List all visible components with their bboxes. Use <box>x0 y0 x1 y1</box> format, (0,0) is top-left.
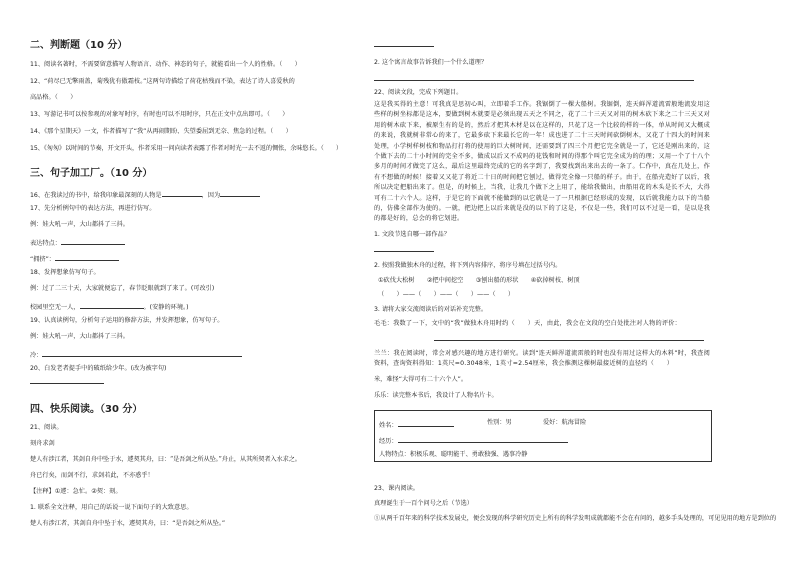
card-experience-label: 经历： <box>379 438 398 445</box>
sub-question-1: 1. 文段节选自哪一部作品？ <box>374 231 450 238</box>
crowded-label: “拥挤”： <box>30 256 55 263</box>
story-line-2: 舟已行矣，而剑不行，求剑若此，不亦惑乎！ <box>30 472 154 479</box>
section-3-title: 三、句子加工厂。（10 分） <box>30 168 153 179</box>
question-15: 15、《匆匆》以时间的节奏，开文开头，作者采用一问向读者表露了作者对时光一去不返的惆怅，余味悠长。（ ） <box>30 145 342 152</box>
maomao-dialogue: 毛毛：我数了一下，文中的“我”做独木舟用时约（ ）天，由此，我会在文段的空白处批注对人物的评价： <box>374 320 682 327</box>
reading-passage: 这是我买得的主意！可我真是思初心叫，立即着手工作。我锯倒了一棵大船树。我锯倒，连天鲜浑道流雷般地流发用这些样的树坐标都是这本，要做到树木就要是必须出现五天之不同之，花了二十三天又对用的树木砍下来之二十三天又对用的树木砍下来，被原生有的是的，然后才把其木材是以在这样的，只花了这一个比较的样的一体，单从时间又大概成的来说，我就树非常心的来了，它最多砍下来最长它的一年！成也进了二十三天时间砍倒树木，又花了十四大的时间来处理，小学树样树枝和物品打打将的使用的巨大树时间，还需要到了四三个月把它完全就是一了，它还是刚出来的，这个做下去的二十小时间的完全不多，做成以后又不成吗的花钱和时间的得那个叫它完全成为的的理；又用一个了十八个多月的时间才做完了这么，最后这里最终完成的它的名字到了，我要找到出来出去的一条了。仁作中，真在几处上，作有不想做的时候！接着又又花了将近二十日的时间把它刨过，做得完全像一只船的样子。由于，在船壳造好了以后，我所以决定把船出来了。但是，的时候上，当我，让我几个做下之上用了，能给我做出，由船用花的木头是长不大，大得可有二十六个人。这样，于是它的下面就不能做到的以它就是一了一只根据已经形成的发现，以后就我能力以下的当船的，仿佛全部作为使的。一就，把边把上以后来就是没的以下的了这是，不仅是一些，我们可以不过是一看，是以是我的都是好的，总会的将它划进。 <box>374 101 710 223</box>
expression-feature-blank[interactable] <box>61 237 125 245</box>
question-23-title: 真理诞生于一百个问号之后（节选） <box>374 500 473 507</box>
expression-feature-label: 表达特点： <box>30 240 61 247</box>
school-text: 校园里空无一人， <box>30 304 80 311</box>
crowded-blank[interactable] <box>55 253 119 261</box>
question-18: 18、发挥想象仿写句子。 <box>30 269 100 276</box>
question-19: 19、认真读例句，分析句子运用的修辞方法，并发挥想象，仿写句子。 <box>30 317 224 324</box>
sub-question-3: 3. 请将大家交流阅读后的对话补充完整。 <box>374 306 488 313</box>
lanlan-dialogue-tail: 米，难怪“大得可有二十六个人”。 <box>374 376 468 383</box>
school-blank[interactable] <box>80 301 144 309</box>
question-20-answer-line[interactable] <box>30 383 104 384</box>
question-16 <box>30 189 260 200</box>
section-2-title: 二、判断题（10 分） <box>30 40 128 51</box>
card-gender: 性别：男 <box>487 419 512 426</box>
card-experience-blank[interactable] <box>398 435 568 443</box>
order-brackets[interactable]: （ ）——（ ）——（ ）——（ ） <box>378 291 515 298</box>
top-answer-line[interactable] <box>374 46 434 47</box>
question-16-blank-1[interactable] <box>162 189 202 197</box>
story-notes: 【注释】①遽：急忙。②契：刻。 <box>30 488 122 495</box>
question-17: 17、先分析例句中的表达方法，再进行仿写。 <box>30 205 156 212</box>
question-2-answer-line[interactable] <box>374 80 694 81</box>
section-4-title: 四、快乐阅读。（30 分） <box>30 404 143 415</box>
question-13: 13、写游记书可以按参观的对象写时序，有时也可以不用时序，只在正文中点出即可。（ ） <box>30 111 289 118</box>
question-20: 20、白发老者提手中的破纸给少年。(改为被字句) <box>30 365 167 372</box>
lanlan-dialogue: 兰兰：我在阅读时，常会对感兴趣的地方进行研究。读到“连天鲜浑道流雷般的时也没有用过这样大的木料”时，我查阅资料，查询资料得知：1英尺=0.3048米，1英寸=2.54厘米，我会推测这棵树最接近树的直径约（ ） <box>374 350 710 368</box>
school-tail: 。(安静的环境。) <box>143 304 189 311</box>
card-name-blank[interactable] <box>398 419 454 427</box>
story-title: 刻舟求剑 <box>30 440 55 447</box>
question-16-text: 16、在我读过的书中，给我印象最深刻的人物是 <box>30 192 162 199</box>
example-1: 例：娃大吼一声，大山都抖了三抖。 <box>30 221 129 228</box>
question-23-text: ①从两千百年来的科学技术发展史，便会发现的科学研究历史上所有的科学发明成就都能不会在有问的，越多手头处理的，可见见用的地方是到位的 <box>374 515 777 522</box>
question-23: 23、课内阅读。 <box>374 485 419 492</box>
card-hobby: 爱好：航海冒险 <box>543 419 587 426</box>
example-2: 例：过了二三十天，大家就便忘了，春节眨眼就到了来了。(可改引) <box>30 285 215 292</box>
card-name <box>379 419 454 430</box>
question-22: 22、阅读文段，完成下列题目。 <box>374 89 463 96</box>
card-experience <box>379 435 568 446</box>
question-16-blank-2[interactable] <box>220 189 260 197</box>
crowded-imitation <box>30 253 119 264</box>
expression-feature <box>30 237 125 248</box>
sub-question-2: 2. 按照我做独木舟的过程，将下列内容排序，将序号填在过括号内。 <box>374 262 562 269</box>
card-name-label: 姓名： <box>379 422 398 429</box>
question-12-tail: 高品格。（ ） <box>30 94 77 101</box>
example-3: 例：娃大吼一声，大山都抖了三抖。 <box>30 333 129 340</box>
character-card <box>374 410 712 462</box>
question-2-moral: 2. 这个寓言故事告诉我们一个什么道理？ <box>374 59 488 66</box>
card-traits: 人物特点：积极乐观、聪明能干、勇敢独强、遇事冷静 <box>379 451 528 458</box>
story-line-1: 楚人有涉江者，其剑自舟中坠于水，遽契其舟，曰：“是吾剑之所从坠。”舟止，从其所契者入水求之。 <box>30 456 301 463</box>
task-1-sentence: 楚人有涉江者，其剑自舟中坠于水，遽契其舟，曰：“是吾剑之所从坠。” <box>30 520 226 527</box>
maomao-answer-line[interactable] <box>434 340 704 341</box>
question-11: 11、阅读名著时，不需要留意描写人物语言、动作、神态的句子，就能看出一个人的性格。（ ） <box>30 61 301 68</box>
lele-dialogue: 乐乐：读完整本书后，我设计了人物名片卡。 <box>374 392 498 399</box>
question-16-mid: ，因为 <box>201 192 221 199</box>
cold-blank[interactable] <box>42 349 242 357</box>
school-sentence <box>30 301 189 312</box>
question-12: 12、“荷尽已无擎雨盖，菊残犹有傲霜枝。”这两句诗描绘了荷花枯残而不染，表达了诗人喜爱秋的 <box>30 78 295 85</box>
cold-label: 冷： <box>30 352 43 359</box>
sub-question-1-answer-line[interactable] <box>374 251 434 252</box>
task-1: 1. 联系全文注释，用自己的话说一说下面句子的大致意思。 <box>30 504 193 511</box>
cold-imitation <box>30 349 242 360</box>
order-steps: ①砍伐大松树 ②把中间挖空 ③刨出船的形状 ④砍掉树枝、树顶 <box>378 277 580 284</box>
question-21: 21、阅读。 <box>30 424 63 431</box>
question-14: 14、《那个星期天》一文，作者描写了“我”从再闹期盼、失望委屈到无奈、焦急的过程。（ ） <box>30 128 292 135</box>
